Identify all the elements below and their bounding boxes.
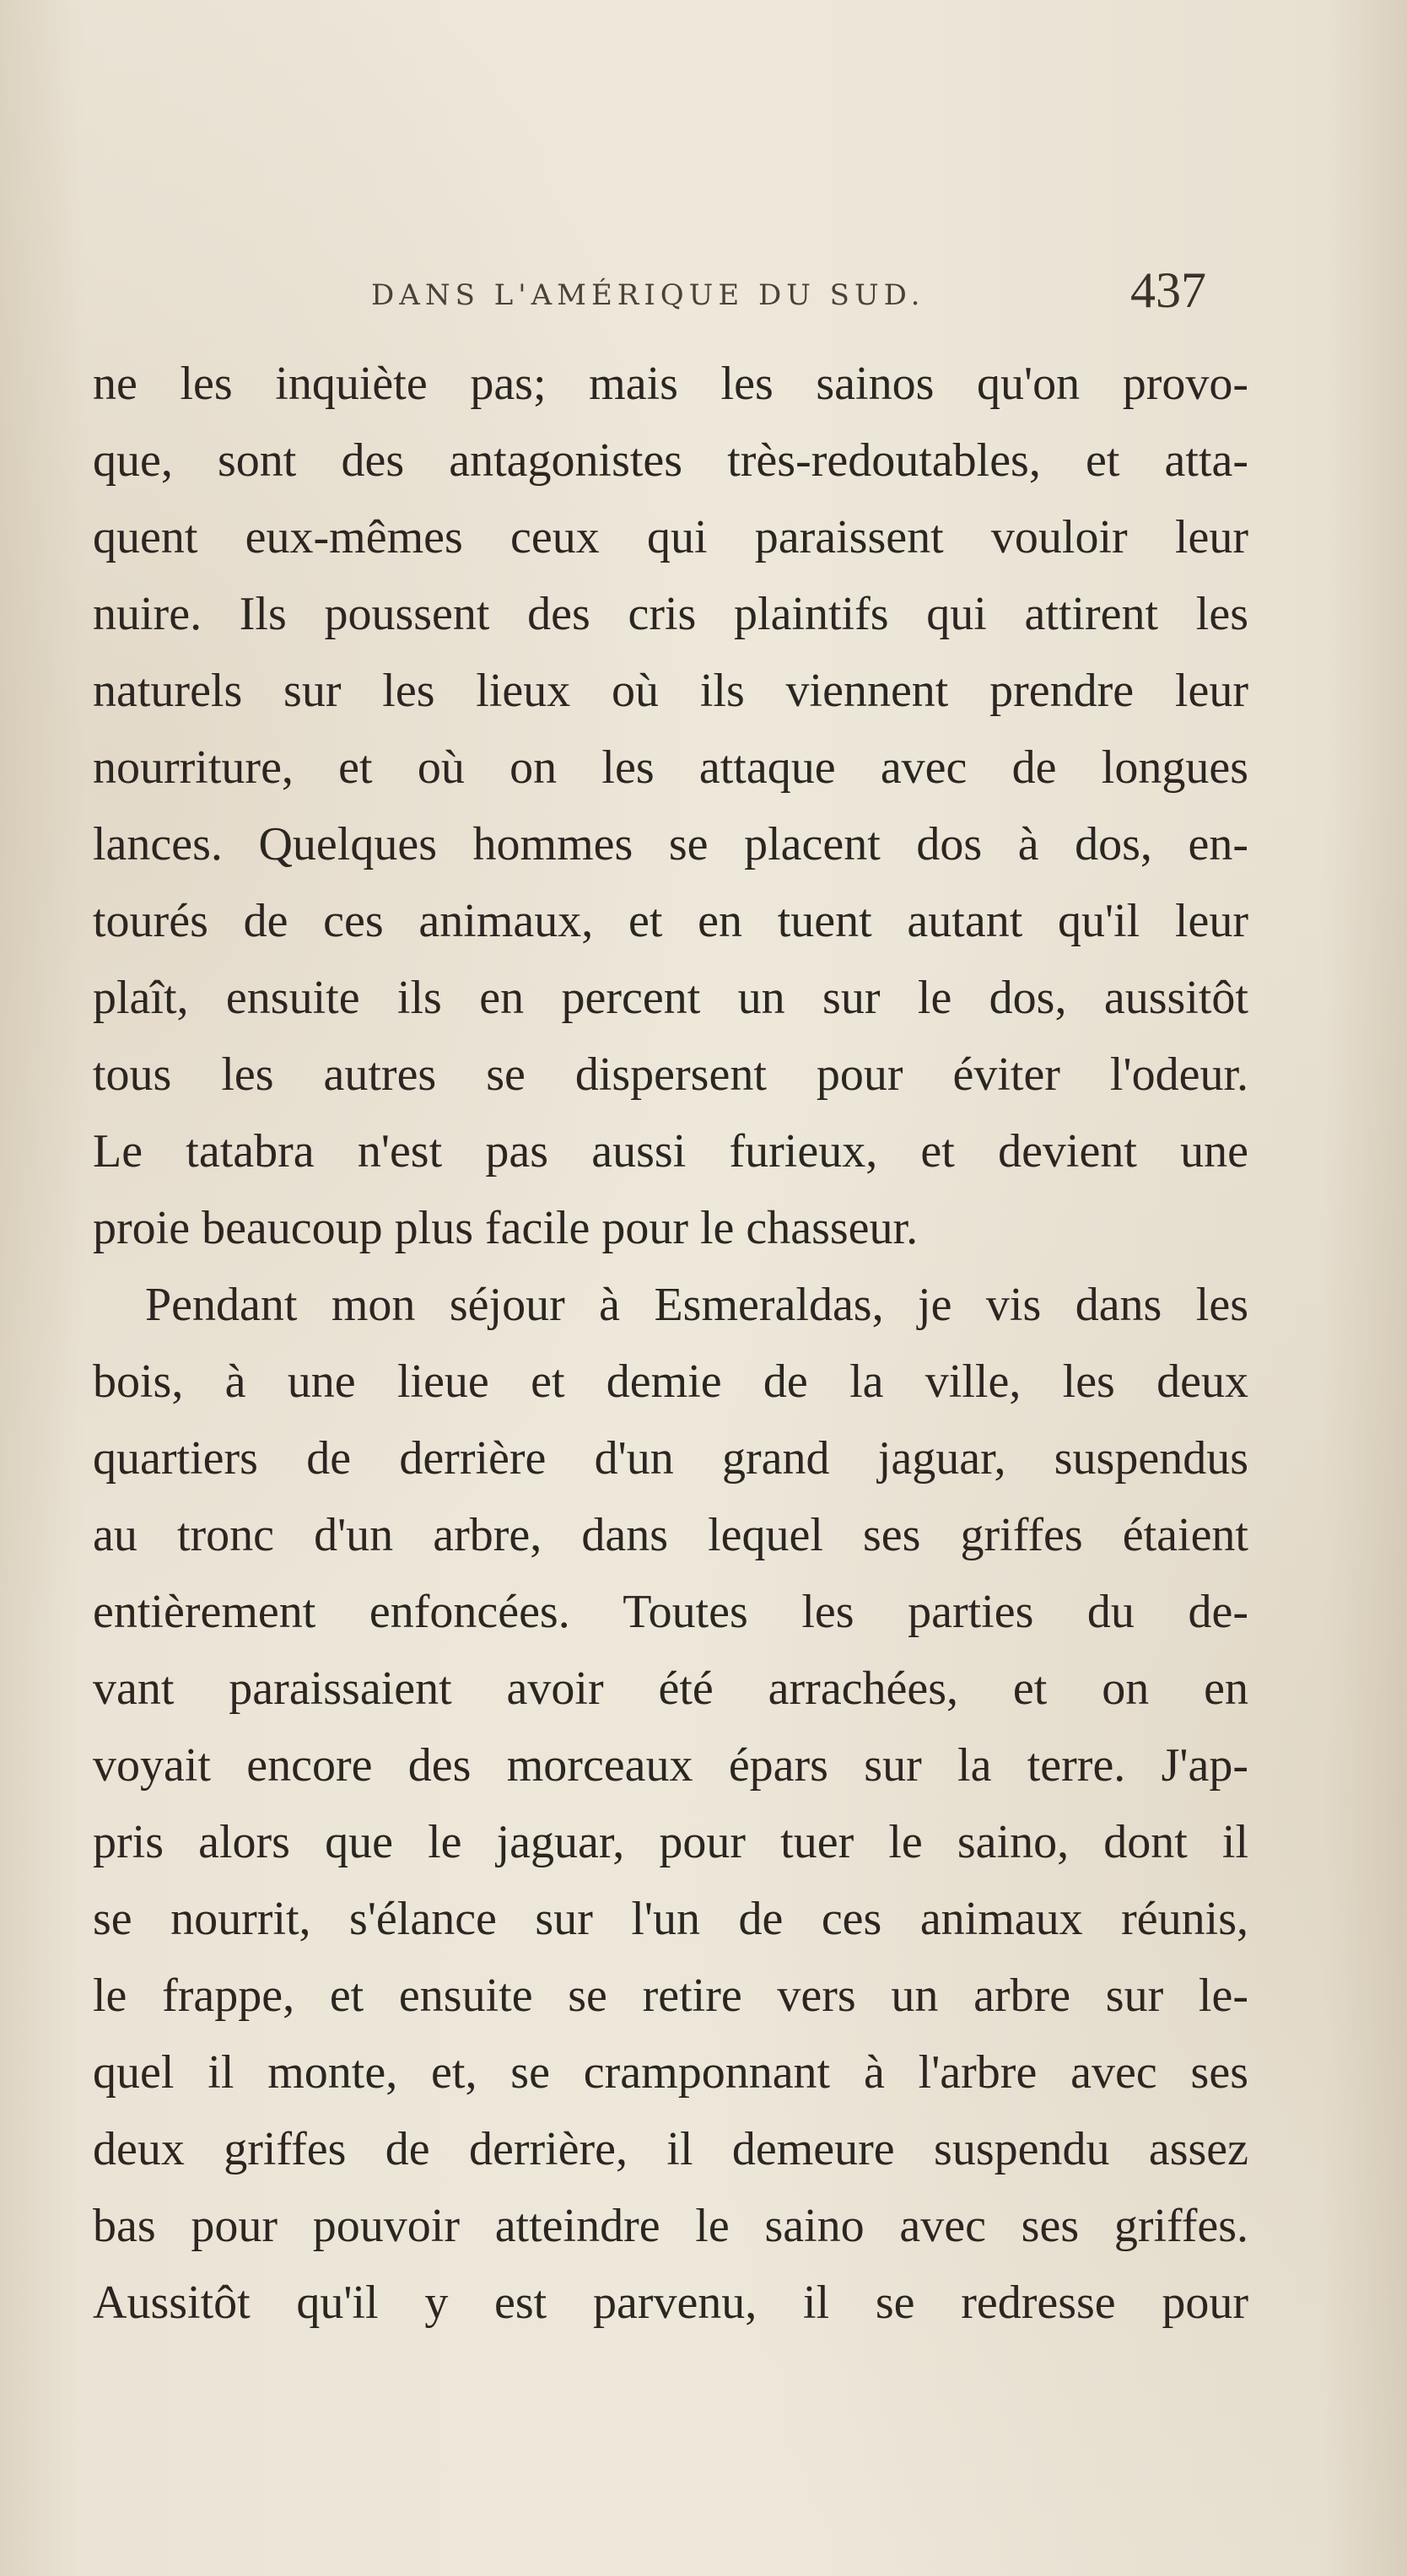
text-line: proie beaucoup plus facile pour le chasseur. bbox=[93, 1202, 919, 1254]
text-line: naturels sur les lieux où ils viennent prendre leur bbox=[93, 665, 1248, 717]
text-line: plaît, ensuite ils en percent un sur le dos, aussitôt bbox=[93, 972, 1248, 1024]
text-line: pris alors que le jaguar, pour tuer le saino, dont il bbox=[93, 1816, 1248, 1868]
text-line: entièrement enfoncées. Toutes les parties du de- bbox=[93, 1586, 1248, 1638]
page-number: 437 bbox=[1130, 262, 1206, 318]
body-text bbox=[93, 346, 1248, 2342]
text-line: Pendant mon séjour à Esmeraldas, je vis dans les bbox=[145, 1279, 1248, 1331]
text-line: nuire. Ils poussent des cris plaintifs qui attirent les bbox=[93, 588, 1248, 640]
page-header bbox=[0, 261, 1407, 337]
text-line: que, sont des antagonistes très-redoutables, et atta- bbox=[93, 434, 1248, 487]
text-line: tourés de ces animaux, et en tuent autant qu'il leur bbox=[93, 895, 1248, 947]
text-line: voyait encore des morceaux épars sur la terre. J'ap- bbox=[93, 1739, 1248, 1792]
text-line: vant paraissaient avoir été arrachées, et on en bbox=[93, 1663, 1248, 1715]
running-head: DANS L'AMÉRIQUE DU SUD. bbox=[371, 278, 925, 312]
text-line: lances. Quelques hommes se placent dos à dos, en- bbox=[93, 818, 1248, 870]
text-line: nourriture, et où on les attaque avec de longues bbox=[93, 741, 1248, 794]
text-line: ne les inquiète pas; mais les sainos qu'on provo- bbox=[93, 358, 1248, 410]
text-line: deux griffes de derrière, il demeure suspendu assez bbox=[93, 2123, 1248, 2175]
text-line: au tronc d'un arbre, dans lequel ses griffes étaient bbox=[93, 1509, 1248, 1561]
text-line: Aussitôt qu'il y est parvenu, il se redresse pour bbox=[93, 2277, 1248, 2329]
text-line: bas pour pouvoir atteindre le saino avec ses griffes. bbox=[93, 2200, 1248, 2252]
text-line: quel il monte, et, se cramponnant à l'arbre avec ses bbox=[93, 2046, 1248, 2099]
text-line: bois, à une lieue et demie de la ville, les deux bbox=[93, 1355, 1248, 1408]
text-line: quent eux-mêmes ceux qui paraissent vouloir leur bbox=[93, 511, 1248, 563]
text-line: Le tatabra n'est pas aussi furieux, et devient une bbox=[93, 1125, 1248, 1178]
text-line: se nourrit, s'élance sur l'un de ces animaux réunis, bbox=[93, 1893, 1248, 1945]
text-line: tous les autres se dispersent pour éviter l'odeur. bbox=[93, 1048, 1248, 1101]
text-line: quartiers de derrière d'un grand jaguar, suspendus bbox=[93, 1432, 1248, 1485]
text-line: le frappe, et ensuite se retire vers un arbre sur le- bbox=[93, 1970, 1248, 2022]
